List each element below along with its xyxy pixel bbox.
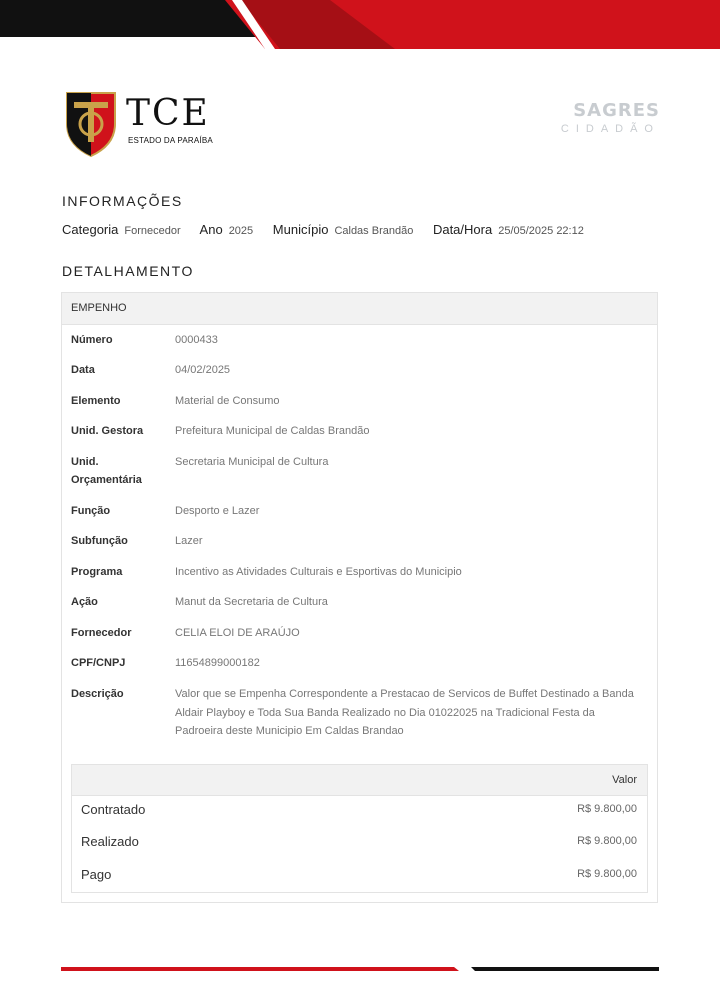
field-value: Secretaria Municipal de Cultura bbox=[175, 456, 329, 468]
field-label: Função bbox=[71, 505, 111, 517]
municipio-value: Caldas Brandão bbox=[334, 225, 414, 237]
field-label: CPF/CNPJ bbox=[71, 657, 126, 669]
categoria-label: Categoria bbox=[62, 222, 119, 237]
field-label: Programa bbox=[71, 566, 123, 578]
field-value: 0000433 bbox=[175, 334, 218, 346]
values-row-label: Pago bbox=[81, 867, 112, 882]
field-label: Unid. Orçamentária bbox=[71, 456, 142, 486]
values-header: Valor bbox=[72, 765, 647, 796]
ano-label: Ano bbox=[199, 222, 223, 237]
datahora-value: 25/05/2025 22:12 bbox=[498, 225, 584, 237]
field-value: Prefeitura Municipal de Caldas Brandão bbox=[175, 425, 370, 437]
datahora-label: Data/Hora bbox=[432, 222, 493, 237]
values-row bbox=[72, 796, 647, 826]
values-row-label: Contratado bbox=[81, 802, 146, 817]
field-label: Elemento bbox=[71, 395, 121, 407]
values-row bbox=[72, 828, 647, 858]
tce-shield-icon bbox=[64, 90, 118, 158]
municipio-label: Município bbox=[272, 222, 329, 237]
sagres-cidadao-logo bbox=[540, 100, 660, 135]
field-value: 11654899000182 bbox=[175, 657, 260, 669]
brand-line2: CIDADÃO bbox=[560, 123, 660, 135]
field-label: Número bbox=[71, 334, 113, 346]
detail-section-title: DETALHAMENTO bbox=[62, 263, 194, 279]
info-section-title: INFORMAÇÕES bbox=[62, 193, 183, 209]
field-value: Manut da Secretaria de Cultura bbox=[175, 596, 328, 608]
field-value: Lazer bbox=[175, 535, 203, 547]
field-value: Material de Consumo bbox=[175, 395, 280, 407]
header-banner bbox=[0, 0, 720, 60]
field-value: Incentivo as Atividades Culturais e Esportivas do Municipio bbox=[175, 566, 462, 578]
field-label: Fornecedor bbox=[71, 627, 132, 639]
values-row-value: R$ 9.800,00 bbox=[577, 803, 637, 815]
values-row-value: R$ 9.800,00 bbox=[577, 835, 637, 847]
categoria-value: Fornecedor bbox=[124, 225, 181, 237]
footer-bar bbox=[61, 963, 659, 975]
field-value: Desporto e Lazer bbox=[175, 505, 260, 517]
field-value: 04/02/2025 bbox=[175, 364, 231, 376]
logo-subtitle: ESTADO DA PARAÍBA bbox=[128, 136, 213, 145]
values-table bbox=[71, 764, 648, 893]
empenho-card-title: EMPENHO bbox=[62, 293, 657, 325]
info-row bbox=[62, 222, 600, 237]
field-label: Subfunção bbox=[71, 535, 128, 547]
field-label: Data bbox=[71, 364, 95, 376]
values-row-label: Realizado bbox=[81, 834, 139, 849]
values-row-value: R$ 9.800,00 bbox=[577, 868, 637, 880]
field-label: Descrição bbox=[71, 688, 124, 700]
values-row bbox=[72, 861, 647, 891]
field-label: Unid. Gestora bbox=[71, 425, 144, 437]
field-value: Valor que se Empenha Correspondente a Prestacao de Servicos de Buffet Destinado a Banda Aldair Playboy e Toda Sua Banda Realizado no Dia 01022025 na Tradicional Festa da Padroeira deste Municipio Em Caldas Brandao bbox=[175, 688, 634, 737]
ano-value: 2025 bbox=[228, 225, 254, 237]
tce-logo bbox=[64, 90, 224, 160]
logo-title: TCE bbox=[126, 93, 210, 134]
empenho-card bbox=[61, 292, 658, 903]
brand-line1: SAGRES bbox=[573, 100, 660, 121]
field-label: Ação bbox=[71, 596, 98, 608]
field-value: CELIA ELOI DE ARAÚJO bbox=[175, 627, 300, 639]
